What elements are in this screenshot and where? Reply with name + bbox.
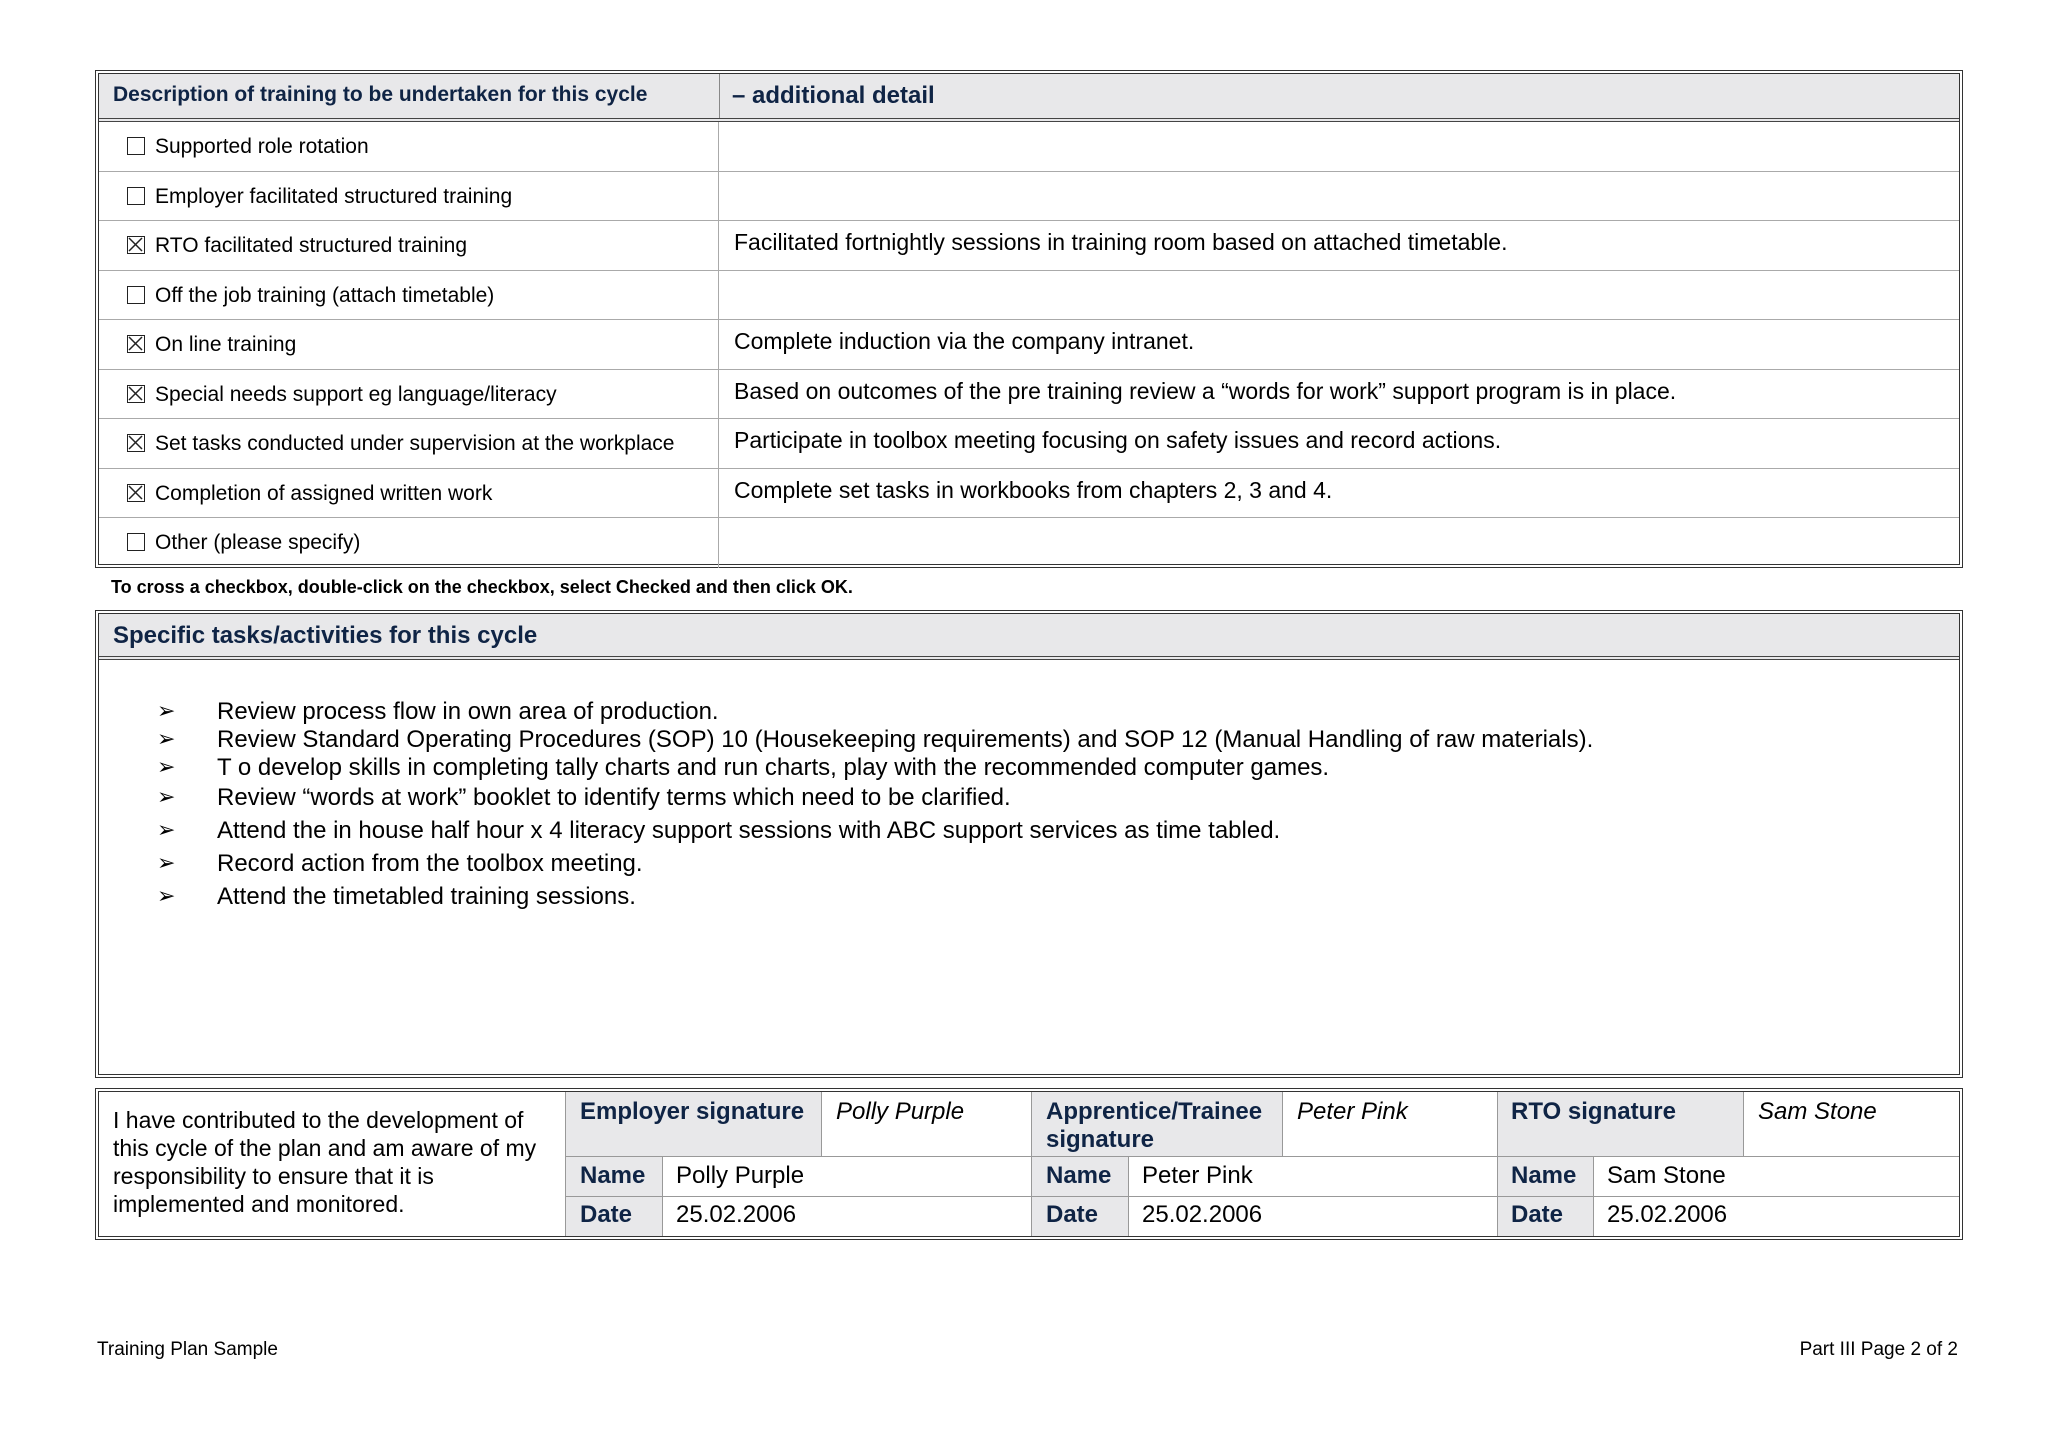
training-detail: Complete induction via the company intranet. — [734, 328, 1195, 354]
rto-signature-label: RTO signature — [1511, 1098, 1676, 1125]
training-row — [99, 419, 1959, 469]
apprentice-name: Peter Pink — [1142, 1162, 1253, 1189]
training-row — [99, 172, 1959, 222]
checkbox[interactable] — [127, 533, 145, 551]
task-text: Review process flow in own area of production. — [217, 698, 719, 725]
footer-document-title: Training Plan Sample — [97, 1339, 278, 1360]
checkbox[interactable] — [127, 187, 145, 205]
tasks-table-header — [99, 614, 1959, 660]
training-table-header — [99, 74, 1959, 122]
task-text: Review “words at work” booklet to identify terms which need to be clarified. — [217, 784, 1011, 811]
rto-name: Sam Stone — [1607, 1162, 1726, 1189]
footer-page-number: Part III Page 2 of 2 — [1799, 1339, 1958, 1360]
training-type-label: Off the job training (attach timetable) — [155, 283, 495, 307]
training-table-header-right: – additional detail — [732, 82, 935, 109]
checked-checkbox[interactable] — [127, 434, 145, 452]
checked-checkbox[interactable] — [127, 335, 145, 353]
training-detail: Complete set tasks in workbooks from chapters 2, 3 and 4. — [734, 476, 1333, 503]
arrow-bullet-icon: ➢ — [157, 726, 176, 751]
training-detail: Participate in toolbox meeting focusing on safety issues and record actions. — [734, 427, 1502, 453]
training-type-label: RTO facilitated structured training — [155, 234, 468, 257]
signature-table — [95, 1088, 1963, 1240]
training-row — [99, 370, 1959, 420]
rto-signature: Sam Stone — [1758, 1098, 1877, 1125]
specific-tasks-table — [95, 610, 1963, 1078]
task-text: Attend the timetabled training sessions. — [217, 883, 636, 910]
training-description-table — [95, 70, 1963, 568]
training-row — [99, 518, 1959, 568]
training-type-label: On line training — [155, 333, 297, 356]
task-text: Attend the in house half hour x 4 literacy support sessions with ABC support services as time tabled. — [217, 817, 1281, 844]
training-rows — [99, 122, 1959, 564]
task-text: T o develop skills in completing tally charts and run charts, play with the recommended computer games. — [217, 754, 1330, 781]
checked-checkbox[interactable] — [127, 385, 145, 403]
task-text: Review Standard Operating Procedures (SOP) 10 (Housekeeping requirements) and SOP 12 (Manual Handling of raw materials). — [217, 726, 1594, 753]
checkbox-instruction-note: To cross a checkbox, double-click on the checkbox, select Checked and then click OK. — [111, 577, 853, 597]
employer-name-label: Name — [580, 1162, 646, 1189]
training-type-label: Set tasks conducted under supervision at the workplace — [155, 432, 675, 455]
task-text: Record action from the toolbox meeting. — [217, 850, 643, 877]
training-detail: Based on outcomes of the pre training review a “words for work” support program is in place. — [734, 377, 1677, 404]
training-type-label: Special needs support eg language/literacy — [155, 382, 557, 406]
declaration-text: I have contributed to the development of this cycle of the plan and am aware of my responsibility to ensure that it is implemented and monitored. — [113, 1107, 537, 1217]
training-row — [99, 469, 1959, 519]
employer-date-label: Date — [580, 1201, 633, 1228]
training-type-label: Completion of assigned written work — [155, 481, 493, 505]
arrow-bullet-icon: ➢ — [157, 698, 176, 723]
checked-checkbox[interactable] — [127, 236, 145, 254]
employer-name: Polly Purple — [676, 1162, 805, 1189]
arrow-bullet-icon: ➢ — [157, 883, 176, 908]
apprentice-signature-label: Apprentice/Trainee signature — [1046, 1098, 1263, 1153]
checkbox[interactable] — [127, 286, 145, 304]
apprentice-date-label: Date — [1046, 1201, 1099, 1228]
arrow-bullet-icon: ➢ — [157, 850, 176, 875]
training-row — [99, 122, 1959, 172]
training-row — [99, 320, 1959, 370]
training-type-label: Employer facilitated structured training — [155, 184, 513, 208]
training-type-label: Supported role rotation — [155, 135, 369, 158]
apprentice-signature: Peter Pink — [1297, 1098, 1408, 1125]
employer-signature: Polly Purple — [836, 1098, 965, 1125]
rto-date: 25.02.2006 — [1607, 1201, 1728, 1228]
training-row — [99, 221, 1959, 271]
rto-date-label: Date — [1511, 1201, 1564, 1228]
arrow-bullet-icon: ➢ — [157, 784, 176, 809]
training-row — [99, 271, 1959, 321]
training-table-header-left: Description of training to be undertaken for this cycle — [113, 83, 648, 106]
checked-checkbox[interactable] — [127, 484, 145, 502]
tasks-section-title: Specific tasks/activities for this cycle — [113, 622, 538, 649]
employer-signature-label: Employer signature — [580, 1098, 805, 1125]
checkbox[interactable] — [127, 137, 145, 155]
arrow-bullet-icon: ➢ — [157, 754, 176, 779]
training-type-label: Other (please specify) — [155, 531, 361, 554]
training-detail: Facilitated fortnightly sessions in training room based on attached timetable. — [734, 229, 1508, 255]
apprentice-date: 25.02.2006 — [1142, 1201, 1263, 1228]
employer-date: 25.02.2006 — [676, 1201, 797, 1228]
rto-name-label: Name — [1511, 1162, 1577, 1189]
apprentice-name-label: Name — [1046, 1162, 1112, 1189]
arrow-bullet-icon: ➢ — [157, 817, 176, 842]
